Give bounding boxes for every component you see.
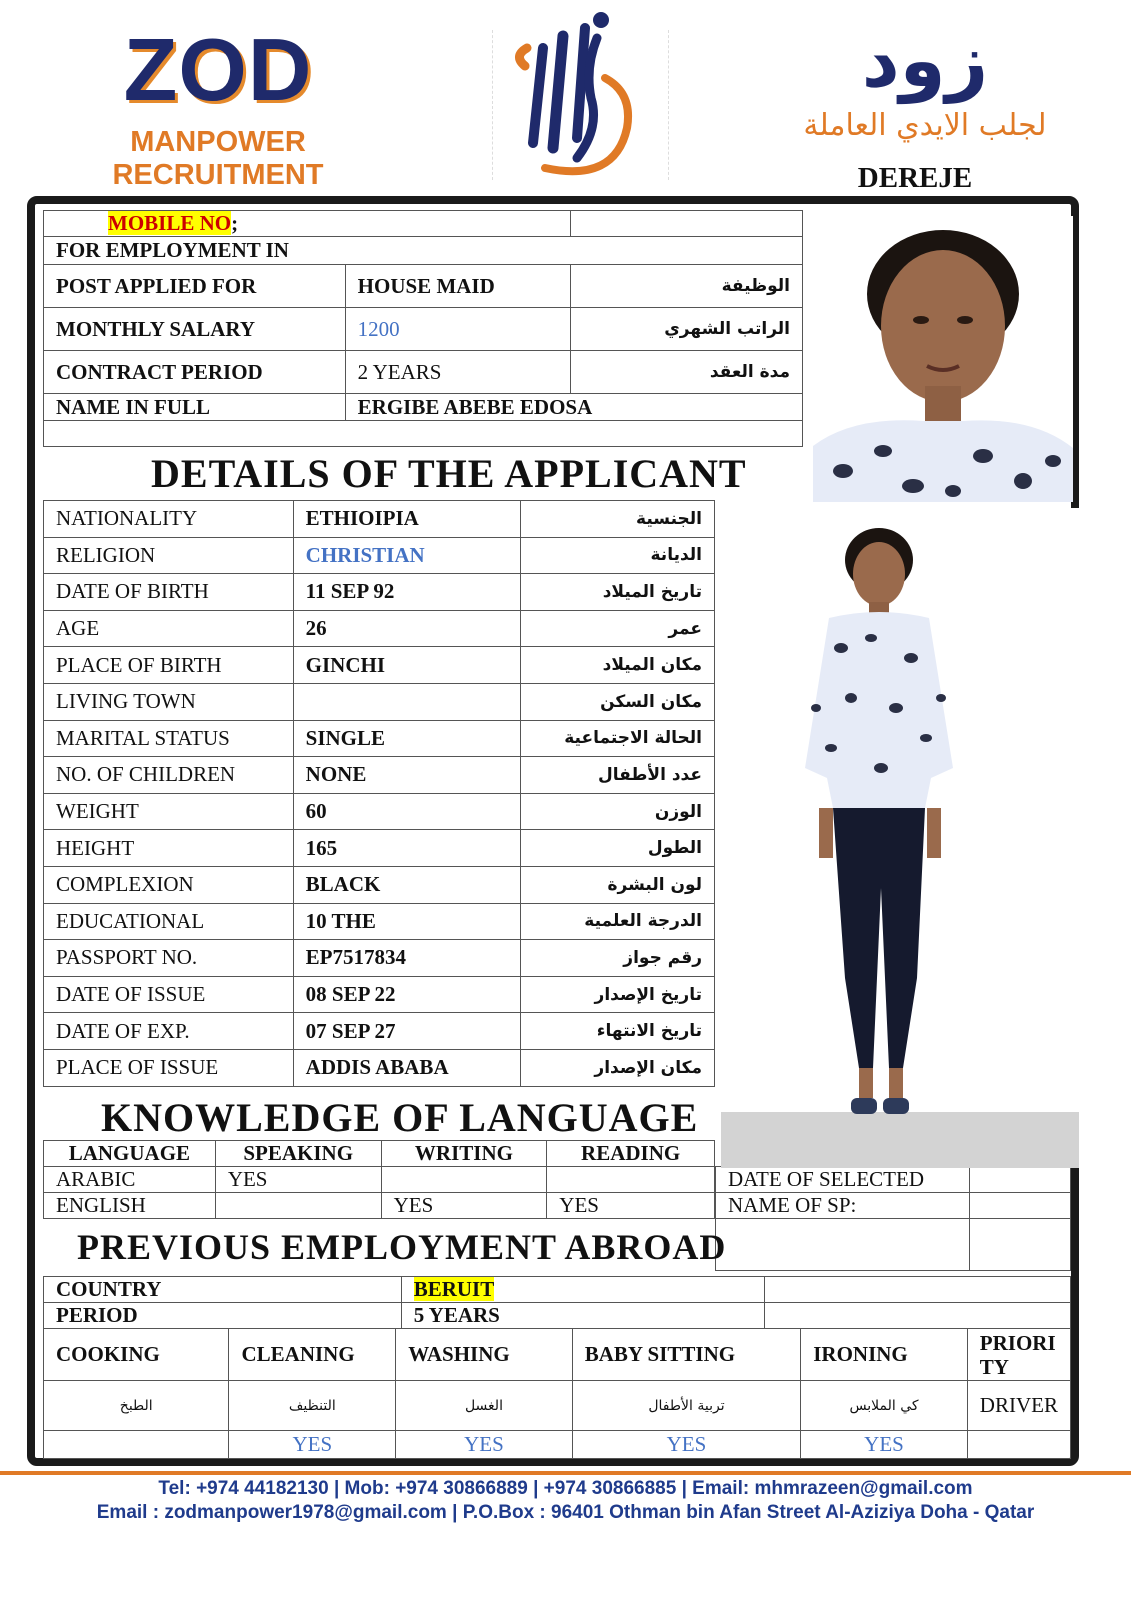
- details-row: [44, 610, 715, 647]
- skill-ar-washing: الغسل: [396, 1381, 573, 1431]
- details-label: PLACE OF ISSUE: [44, 1049, 294, 1086]
- salary-label-ar: الراتب الشهري: [571, 308, 803, 351]
- lang-header-writing: WRITING: [381, 1141, 547, 1167]
- lang-row-writing: [381, 1167, 547, 1193]
- details-label: NATIONALITY: [44, 501, 294, 538]
- details-label: LIVING TOWN: [44, 683, 294, 720]
- brand-name-arabic: زود: [861, 18, 989, 104]
- date-selected-label: DATE OF SELECTED: [716, 1167, 970, 1193]
- brand-arabic: [760, 18, 1090, 143]
- full-body-image: [721, 508, 1079, 1168]
- skill-ar-ironing: كي الملابس: [801, 1381, 968, 1431]
- details-value: ADDIS ABABA: [293, 1049, 521, 1086]
- details-title: DETAILS OF THE APPLICANT: [151, 451, 747, 496]
- details-row: [44, 537, 715, 574]
- details-table: [43, 500, 715, 1087]
- details-row: [44, 866, 715, 903]
- skill-value-cooking: [44, 1431, 229, 1459]
- skill-ar-babysitting: تربية الأطفال: [572, 1381, 801, 1431]
- selection-table: [715, 1166, 1071, 1271]
- contract-label: CONTRACT PERIOD: [44, 351, 346, 394]
- brand-english: [28, 20, 408, 192]
- details-label: PASSPORT NO.: [44, 940, 294, 977]
- post-value: HOUSE MAID: [345, 265, 571, 308]
- cv-frame: [27, 196, 1079, 1466]
- details-row: [44, 683, 715, 720]
- details-label-ar: تاريخ الإصدار: [521, 976, 715, 1013]
- details-label-ar: عمر: [521, 610, 715, 647]
- skill-ar-cooking: الطبخ: [44, 1381, 229, 1431]
- details-row: [44, 903, 715, 940]
- lang-row-speaking: [215, 1193, 381, 1219]
- country-value-cell: [401, 1277, 765, 1303]
- details-value: CHRISTIAN: [293, 537, 521, 574]
- footer-contact-line2: Email : zodmanpower1978@gmail.com | P.O.Box : 96401 Othman bin Afan Street Al-Aziziya Doha - Qatar: [96, 1502, 1035, 1523]
- portrait-image: [813, 216, 1073, 502]
- details-value: 26: [293, 610, 521, 647]
- details-value: 165: [293, 830, 521, 867]
- lang-row-language: ARABIC: [44, 1167, 216, 1193]
- mobile-label: MOBILE NO: [108, 211, 232, 235]
- cv-inner: [43, 210, 1071, 1460]
- lang-row-language: ENGLISH: [44, 1193, 216, 1219]
- skill-value-ironing: YES: [801, 1431, 968, 1459]
- details-value: 11 SEP 92: [293, 574, 521, 611]
- details-label-ar: مكان الميلاد: [521, 647, 715, 684]
- post-label-ar: الوظيفة: [571, 265, 803, 308]
- details-label-ar: مكان السكن: [521, 683, 715, 720]
- priority-value: DRIVER: [967, 1381, 1070, 1431]
- date-selected-value: [969, 1167, 1070, 1193]
- language-table: [43, 1140, 715, 1219]
- name-label: NAME IN FULL: [44, 394, 346, 421]
- details-value: GINCHI: [293, 647, 521, 684]
- skill-value-cleaning: YES: [229, 1431, 396, 1459]
- sponsor-value: [969, 1193, 1070, 1219]
- lang-row-speaking: YES: [215, 1167, 381, 1193]
- previous-title: PREVIOUS EMPLOYMENT ABROAD: [77, 1227, 727, 1267]
- contract-label-ar: مدة العقد: [571, 351, 803, 394]
- mobile-value: [571, 211, 803, 237]
- details-value: EP7517834: [293, 940, 521, 977]
- skill-header-cooking: COOKING: [44, 1329, 229, 1381]
- salary-label: MONTHLY SALARY: [44, 308, 346, 351]
- lang-row-reading: YES: [547, 1193, 715, 1219]
- details-label: DATE OF BIRTH: [44, 574, 294, 611]
- details-label: DATE OF ISSUE: [44, 976, 294, 1013]
- top-info-table: [43, 210, 803, 447]
- details-row: [44, 976, 715, 1013]
- spacer-row: [44, 421, 803, 447]
- details-label-ar: لون البشرة: [521, 866, 715, 903]
- brand-tagline: MANPOWER RECRUITMENT: [112, 126, 324, 191]
- details-row: [44, 1013, 715, 1050]
- details-row: [44, 501, 715, 538]
- details-label-ar: عدد الأطفال: [521, 757, 715, 794]
- contract-value: 2 YEARS: [345, 351, 571, 394]
- language-title: KNOWLEDGE OF LANGUAGE: [101, 1095, 699, 1140]
- details-label-ar: الدرجة العلمية: [521, 903, 715, 940]
- details-row: [44, 647, 715, 684]
- details-label: WEIGHT: [44, 793, 294, 830]
- details-label-ar: الحالة الاجتماعية: [521, 720, 715, 757]
- details-row: [44, 720, 715, 757]
- details-row: [44, 574, 715, 611]
- brand-tagline-arabic: لجلب الايدي العاملة: [803, 108, 1047, 143]
- details-row: [44, 1049, 715, 1086]
- details-label: MARITAL STATUS: [44, 720, 294, 757]
- details-label: EDUCATIONAL: [44, 903, 294, 940]
- details-value: 60: [293, 793, 521, 830]
- details-label-ar: رقم جواز: [521, 940, 715, 977]
- selection-blank: [716, 1219, 970, 1271]
- details-label: NO. OF CHILDREN: [44, 757, 294, 794]
- details-label: PLACE OF BIRTH: [44, 647, 294, 684]
- details-row: [44, 830, 715, 867]
- skill-header-babysitting: BABY SITTING: [572, 1329, 801, 1381]
- details-label: AGE: [44, 610, 294, 647]
- applicant-face-photo: [813, 216, 1073, 502]
- name-value: ERGIBE ABEBE EDOSA: [345, 394, 802, 421]
- country-value: BERUIT: [413, 1277, 495, 1301]
- applicant-full-photo: [721, 508, 1079, 1168]
- details-label-ar: الوزن: [521, 793, 715, 830]
- agent-name: DEREJE: [857, 162, 973, 194]
- mobile-cell: [44, 211, 571, 237]
- header-divider: [668, 30, 669, 180]
- brand-name: ZOD: [123, 20, 313, 119]
- details-label: DATE OF EXP.: [44, 1013, 294, 1050]
- header-divider: [492, 30, 493, 180]
- lang-row-reading: [547, 1167, 715, 1193]
- details-label-ar: تاريخ الميلاد: [521, 574, 715, 611]
- country-label: COUNTRY: [44, 1277, 402, 1303]
- lang-header-language: LANGUAGE: [44, 1141, 216, 1167]
- details-value: NONE: [293, 757, 521, 794]
- employment-label: FOR EMPLOYMENT IN: [44, 237, 803, 265]
- skill-header-washing: WASHING: [396, 1329, 573, 1381]
- skill-header-priority: PRIORI TY: [967, 1329, 1070, 1381]
- details-value: 07 SEP 27: [293, 1013, 521, 1050]
- details-row: [44, 793, 715, 830]
- details-label: COMPLEXION: [44, 866, 294, 903]
- previous-table: [43, 1276, 1071, 1329]
- skill-value-washing: YES: [396, 1431, 573, 1459]
- details-label-ar: تاريخ الانتهاء: [521, 1013, 715, 1050]
- lang-row-writing: YES: [381, 1193, 547, 1219]
- skill-value-babysitting: YES: [572, 1431, 801, 1459]
- details-label: RELIGION: [44, 537, 294, 574]
- previous-blank: [765, 1277, 1071, 1303]
- skill-header-ironing: IRONING: [801, 1329, 968, 1381]
- details-row: [44, 940, 715, 977]
- details-label-ar: مكان الإصدار: [521, 1049, 715, 1086]
- skills-table: [43, 1328, 1071, 1459]
- selection-blank: [969, 1219, 1070, 1271]
- details-value: ETHIOIPIA: [293, 501, 521, 538]
- details-row: [44, 757, 715, 794]
- salary-value: 1200: [345, 308, 571, 351]
- lang-header-reading: READING: [547, 1141, 715, 1167]
- skill-header-cleaning: CLEANING: [229, 1329, 396, 1381]
- details-value: 10 THE: [293, 903, 521, 940]
- details-value: BLACK: [293, 866, 521, 903]
- period-value: 5 YEARS: [401, 1303, 765, 1329]
- skill-value-priority: [967, 1431, 1070, 1459]
- details-label-ar: الطول: [521, 830, 715, 867]
- details-value: SINGLE: [293, 720, 521, 757]
- details-value: [293, 683, 521, 720]
- footer-contact-line1: Tel: +974 44182130 | Mob: +974 30866889 | +974 30866885 | Email: mhmrazeen@gmail.com: [158, 1478, 973, 1499]
- footer-divider: [0, 1471, 1131, 1475]
- sponsor-label: NAME OF SP:: [716, 1193, 970, 1219]
- details-label: HEIGHT: [44, 830, 294, 867]
- details-value: 08 SEP 22: [293, 976, 521, 1013]
- company-logo-icon: [505, 8, 655, 178]
- details-label-ar: الديانة: [521, 537, 715, 574]
- mobile-suffix: ;: [231, 211, 239, 235]
- previous-blank: [765, 1303, 1071, 1329]
- post-label: POST APPLIED FOR: [44, 265, 346, 308]
- details-label-ar: الجنسية: [521, 501, 715, 538]
- skill-ar-cleaning: التنظيف: [229, 1381, 396, 1431]
- period-label: PERIOD: [44, 1303, 402, 1329]
- lang-header-speaking: SPEAKING: [215, 1141, 381, 1167]
